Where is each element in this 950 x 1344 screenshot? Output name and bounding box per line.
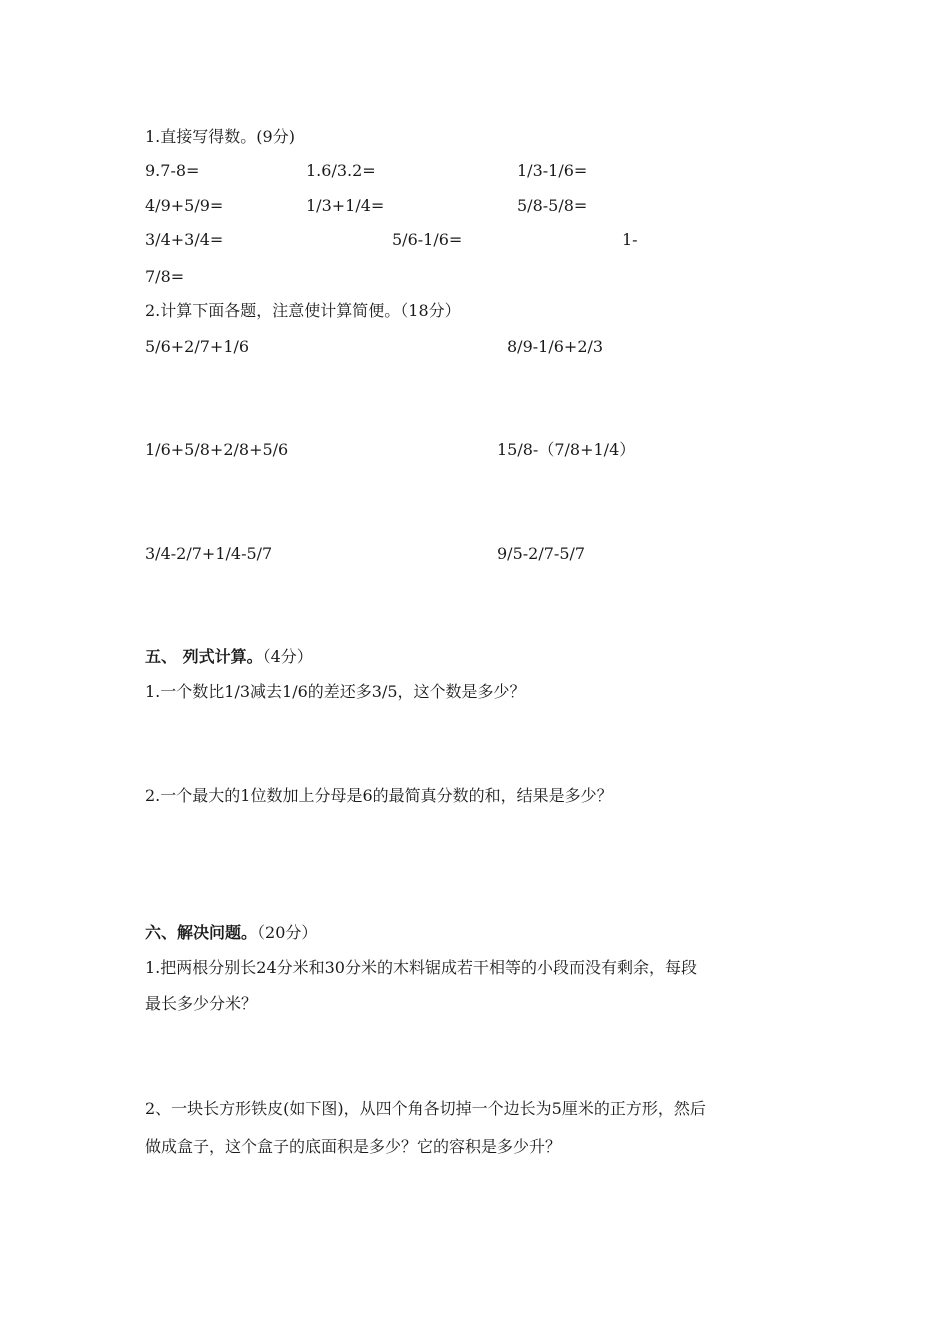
q1-item-7: 3/4+3/4=: [145, 230, 224, 249]
section-5-q1: 1.一个数比1/3减去1/6的差还多3/5，这个数是多少？: [145, 682, 526, 701]
q2-item-1: 5/6+2/7+1/6: [145, 337, 250, 356]
q2-item-5: 3/4-2/7+1/4-5/7: [145, 544, 273, 563]
section-5-score: （4分）: [262, 647, 313, 666]
q1-item-8: 5/6-1/6=: [392, 230, 463, 249]
section-5-heading: [145, 646, 313, 668]
q1-item-3: 1/3-1/6=: [517, 161, 588, 180]
q1-item-10: 7/8=: [145, 267, 185, 286]
q1-item-9: 1-: [622, 230, 638, 249]
q2-item-3: 1/6+5/8+2/8+5/6: [145, 440, 289, 459]
q2-title: 2.计算下面各题，注意使计算简便。（18分）: [145, 301, 461, 320]
section-5-title: 五、 列式计算。: [145, 647, 263, 666]
q1-item-5: 1/3+1/4=: [306, 196, 385, 215]
q1-item-6: 5/8-5/8=: [517, 196, 588, 215]
section-5-q2: 2.一个最大的1位数加上分母是6的最简真分数的和，结果是多少？: [145, 786, 613, 805]
q1-item-1: 9.7-8=: [145, 161, 200, 180]
q2-item-6: 9/5-2/7-5/7: [497, 544, 586, 563]
section-6-q2-line1: 2、一块长方形铁皮(如下图)，从四个角各切掉一个边长为5厘米的正方形，然后: [145, 1099, 706, 1118]
section-6-score: （20分）: [257, 923, 318, 942]
q1-item-2: 1.6/3.2=: [306, 161, 376, 180]
section-6-q1-line2: 最长多少分米？: [145, 994, 258, 1013]
q2-item-4: 15/8-（7/8+1/4）: [497, 440, 636, 459]
q1-item-4: 4/9+5/9=: [145, 196, 224, 215]
q1-title: 1.直接写得数。(9分): [145, 127, 295, 146]
section-6-title: 六、解决问题。: [145, 923, 258, 942]
section-6-q1-line1: 1.把两根分别长24分米和30分米的木料锯成若干相等的小段而没有剩余，每段: [145, 958, 697, 977]
section-6-heading: [145, 922, 317, 944]
section-6-q2-line2: 做成盒子，这个盒子的底面积是多少？它的容积是多少升？: [145, 1137, 562, 1156]
q2-item-2: 8/9-1/6+2/3: [507, 337, 604, 356]
